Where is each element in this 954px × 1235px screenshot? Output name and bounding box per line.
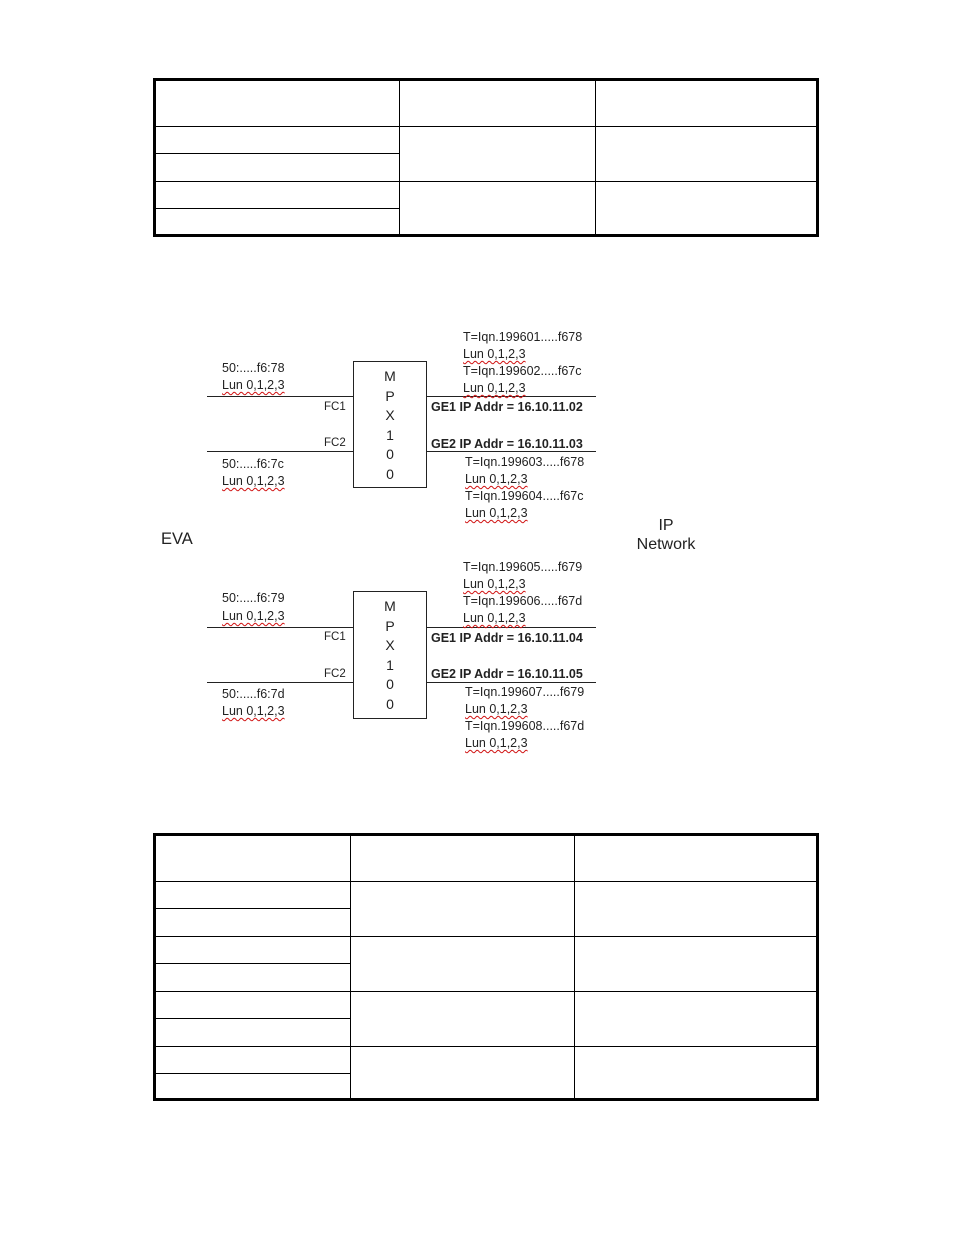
router-box-char: 0 bbox=[386, 446, 394, 462]
ge1-link-line bbox=[426, 627, 596, 628]
ip-network-label-line1: IP bbox=[658, 517, 674, 534]
target-lun-label: Lun 0,1,2,3 bbox=[463, 577, 526, 591]
fc1-lun-label: Lun 0,1,2,3 bbox=[222, 609, 285, 623]
target-iqn-label: T=Iqn.199603.....f678 bbox=[465, 455, 585, 469]
mpx100-router-box bbox=[353, 591, 427, 719]
ip-network-label-line2: Network bbox=[636, 536, 696, 554]
eva-label: EVA bbox=[161, 530, 193, 548]
fc2-lun-label: Lun 0,1,2,3 bbox=[222, 474, 285, 488]
ge2-link-line bbox=[426, 682, 596, 683]
router-box-char: M bbox=[384, 368, 396, 384]
router-box-char: P bbox=[385, 388, 395, 404]
target-lun-label: Lun 0,1,2,3 bbox=[465, 736, 528, 750]
table-header-cell bbox=[399, 81, 595, 126]
ge2-ip-label: GE2 IP Addr = 16.10.11.03 bbox=[431, 437, 583, 451]
table-header-divider bbox=[156, 881, 816, 882]
target-lun-label: Lun 0,1,2,3 bbox=[463, 347, 526, 361]
target-lun-label: Lun 0,1,2,3 bbox=[465, 472, 528, 486]
fc2-lun-label: Lun 0,1,2,3 bbox=[222, 704, 285, 718]
table-header-cell bbox=[156, 836, 350, 881]
target-iqn-label: T=Iqn.199604.....f67c bbox=[465, 489, 584, 503]
fc1-wwn-label: 50:.....f6:78 bbox=[222, 361, 285, 375]
table-header-divider bbox=[156, 126, 816, 127]
ge1-ip-label: GE1 IP Addr = 16.10.11.04 bbox=[431, 631, 583, 645]
fc1-link-line bbox=[207, 396, 354, 397]
ge1-ip-label: GE1 IP Addr = 16.10.11.02 bbox=[431, 400, 583, 414]
table-header-cell bbox=[574, 836, 816, 881]
table-row-divider bbox=[156, 963, 350, 964]
target-lun-label: Lun 0,1,2,3 bbox=[465, 702, 528, 716]
target-iqn-label: T=Iqn.199605.....f679 bbox=[463, 560, 583, 574]
table-row-divider bbox=[156, 208, 399, 209]
table-row-divider bbox=[156, 908, 350, 909]
target-lun-label: Lun 0,1,2,3 bbox=[465, 506, 528, 520]
fc2-link-line bbox=[207, 682, 354, 683]
fc2-link-line bbox=[207, 451, 354, 452]
mpx100-router-box bbox=[353, 361, 427, 488]
target-iqn-label: T=Iqn.199602.....f67c bbox=[463, 364, 582, 378]
table-header-cell bbox=[350, 836, 574, 881]
target-lun-label: Lun 0,1,2,3 bbox=[463, 611, 526, 625]
fc1-port-label: FC1 bbox=[324, 631, 346, 643]
table-row-divider bbox=[156, 153, 399, 154]
table-row-divider bbox=[156, 1018, 350, 1019]
ge2-ip-label: GE2 IP Addr = 16.10.11.05 bbox=[431, 667, 583, 681]
router-box-char: X bbox=[385, 407, 395, 423]
fc2-port-label: FC2 bbox=[324, 668, 346, 680]
target-iqn-label: T=Iqn.199601.....f678 bbox=[463, 330, 583, 344]
table-row-divider bbox=[156, 181, 816, 182]
table-header-cell bbox=[156, 81, 399, 126]
ge1-link-line bbox=[426, 396, 596, 397]
fc2-port-label: FC2 bbox=[324, 437, 346, 449]
table-row-divider bbox=[156, 1073, 350, 1074]
target-iqn-label: T=Iqn.199606.....f67d bbox=[463, 594, 583, 608]
table-header-cell bbox=[595, 81, 816, 126]
router-box-char: 0 bbox=[386, 466, 394, 482]
router-box-char: P bbox=[385, 618, 395, 634]
target-lun-label: Lun 0,1,2,3 bbox=[463, 381, 526, 395]
fc2-wwn-label: 50:.....f6:7d bbox=[222, 687, 285, 701]
router-box-char: 0 bbox=[386, 696, 394, 712]
fc1-link-line bbox=[207, 627, 354, 628]
table-row-divider bbox=[156, 1046, 816, 1047]
bottom-table bbox=[153, 833, 819, 1101]
fc1-port-label: FC1 bbox=[324, 401, 346, 413]
table-row-divider bbox=[156, 991, 816, 992]
target-iqn-label: T=Iqn.199607.....f679 bbox=[465, 685, 585, 699]
ip-network-label bbox=[630, 516, 702, 554]
router-box-char: M bbox=[384, 598, 396, 614]
router-box-char: 1 bbox=[386, 657, 394, 673]
fc2-wwn-label: 50:.....f6:7c bbox=[222, 457, 284, 471]
top-table bbox=[153, 78, 819, 237]
router-box-char: X bbox=[385, 637, 395, 653]
ge2-link-line bbox=[426, 451, 596, 452]
table-row-divider bbox=[156, 936, 816, 937]
fc1-wwn-label: 50:.....f6:79 bbox=[222, 591, 285, 605]
target-iqn-label: T=Iqn.199608.....f67d bbox=[465, 719, 585, 733]
router-box-char: 1 bbox=[386, 427, 394, 443]
fc1-lun-label: Lun 0,1,2,3 bbox=[222, 378, 285, 392]
router-box-char: 0 bbox=[386, 676, 394, 692]
